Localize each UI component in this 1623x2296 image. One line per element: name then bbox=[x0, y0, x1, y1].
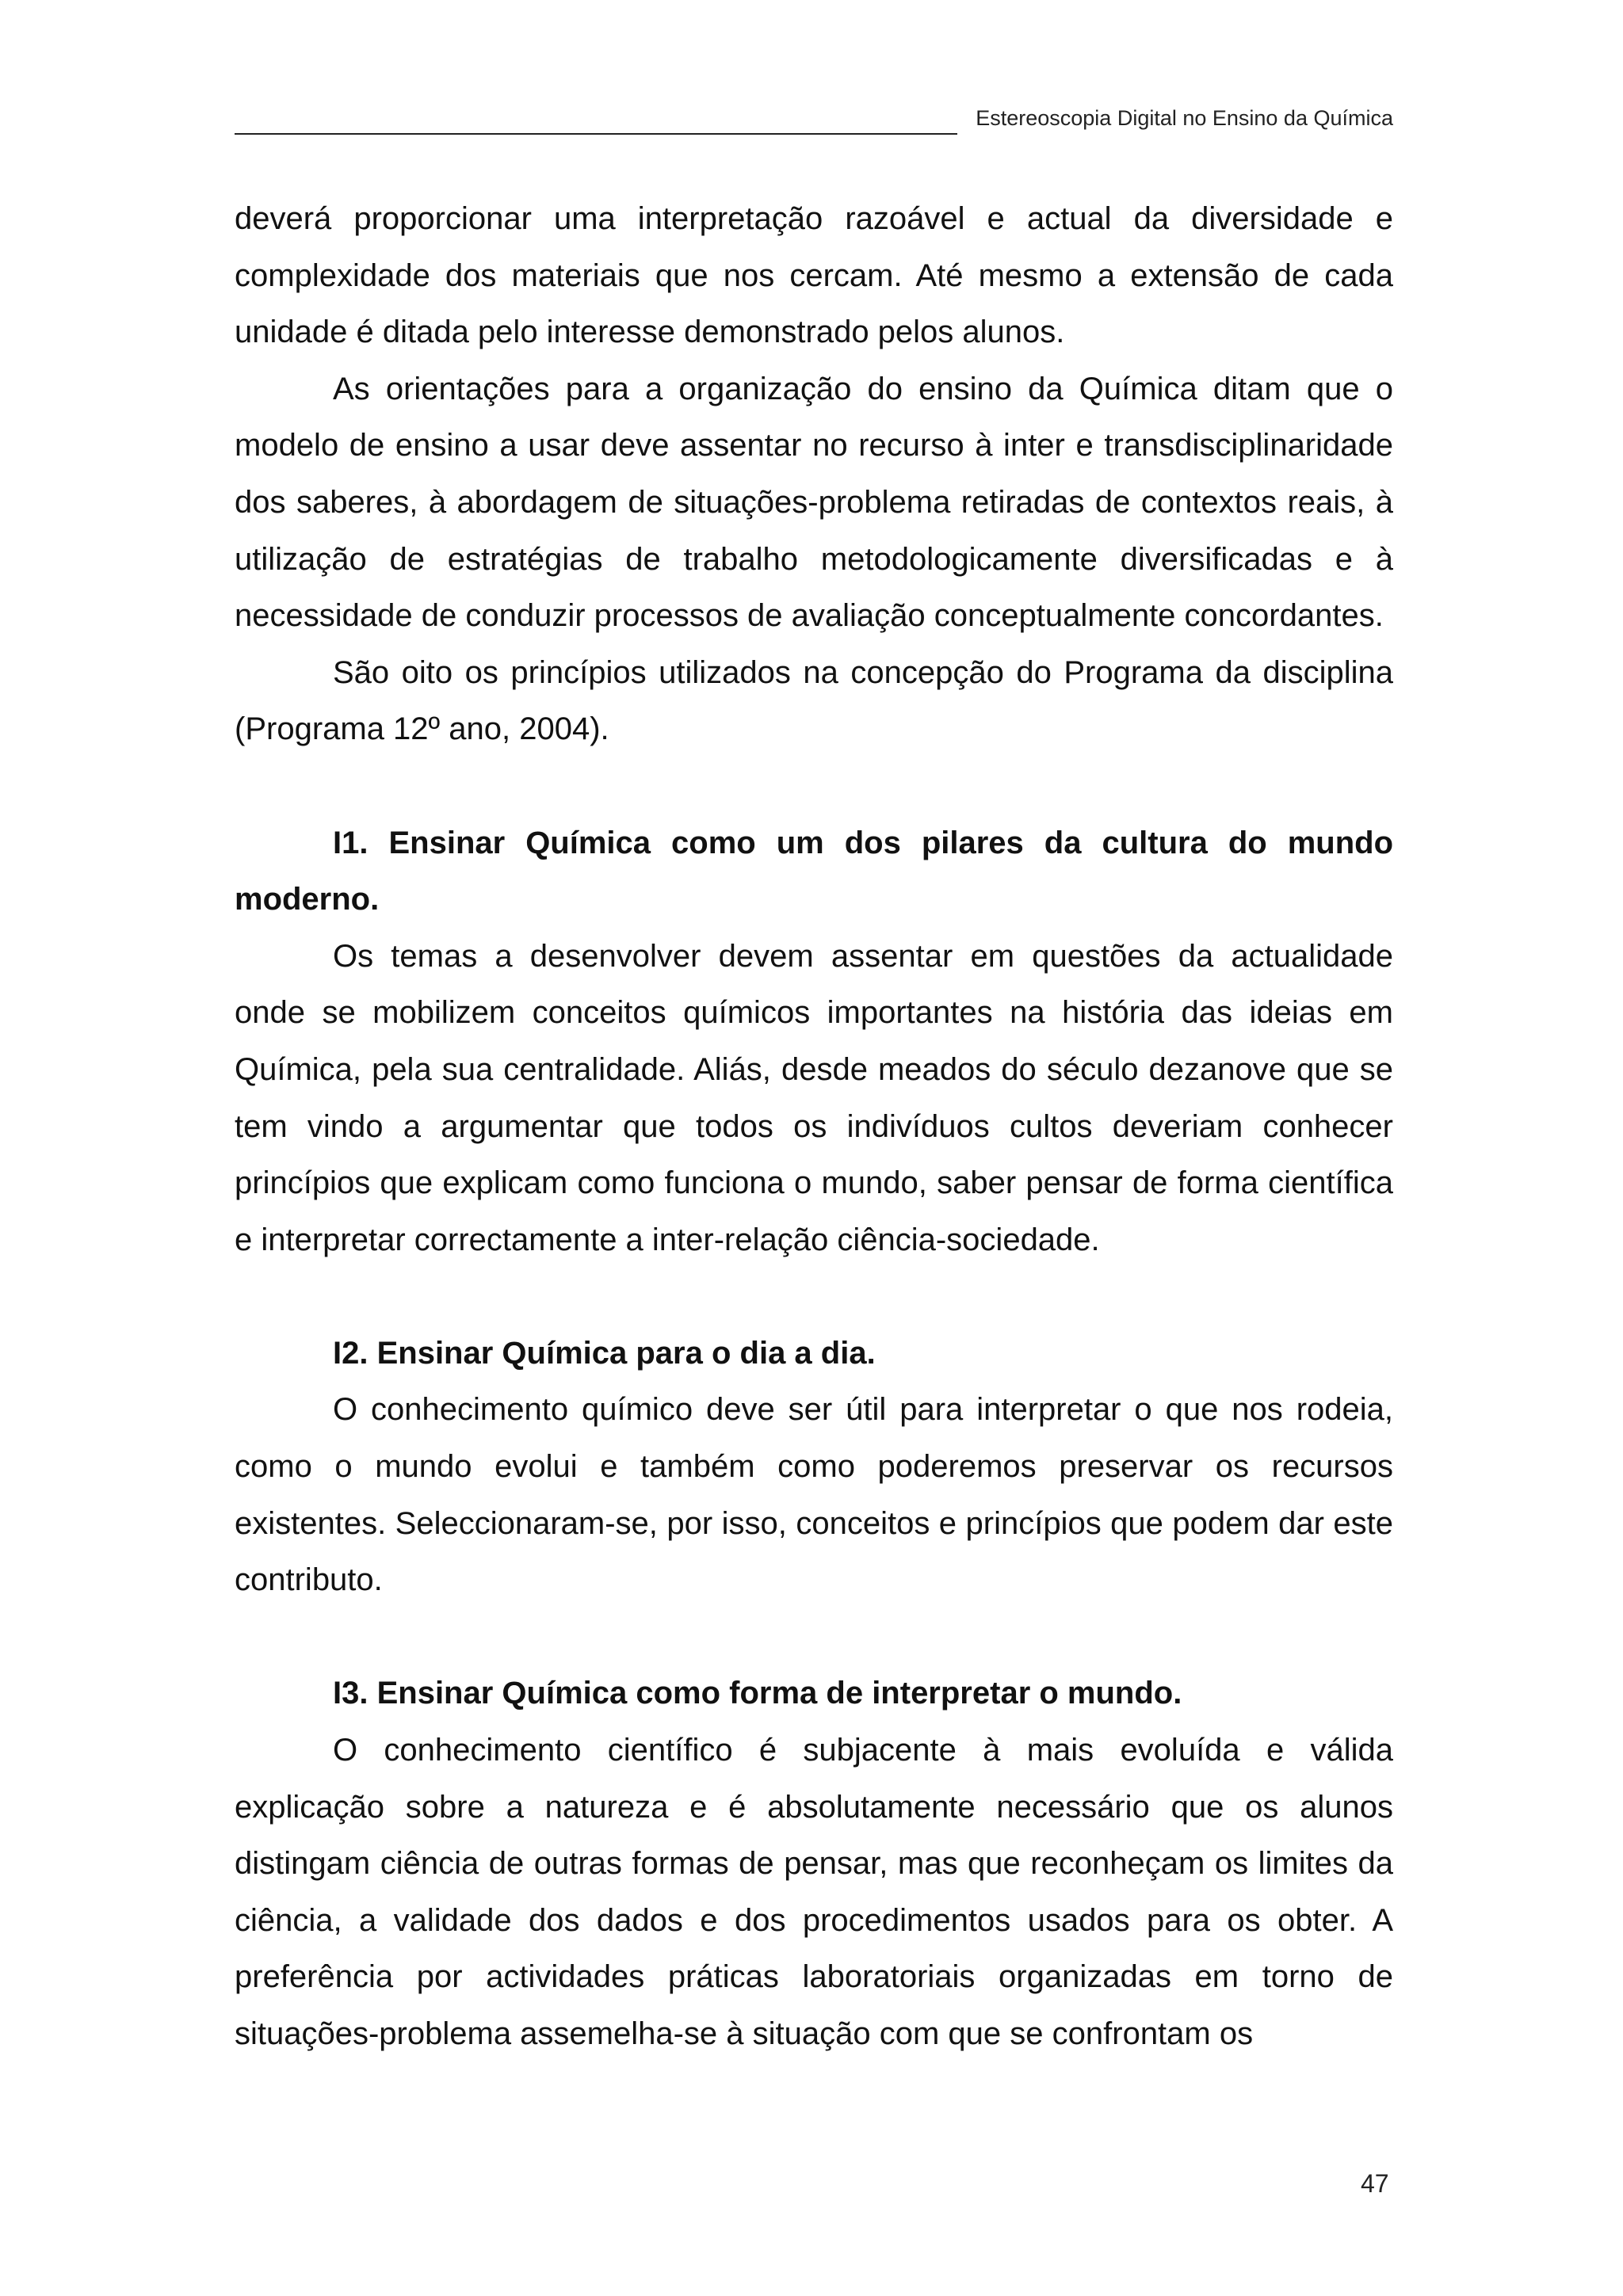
paragraph-principles-intro: São oito os princípios utilizados na concepção do Programa da disciplina (Programa 12º ano, 2004). bbox=[235, 654, 1393, 747]
paragraph-i1: Os temas a desenvolver devem assentar em questões da actualidade onde se mobilizem conceitos químicos importantes na história das ideias em Química, pela sua centralidade. Aliás, desde meados do século dezanove que se tem vindo a argumentar que todos os indivíduos cultos deveriam conhecer princípios que explicam como funciona o mundo, saber pensar de forma científica e interpretar correctamente a inter-relação ciência-sociedade. bbox=[235, 938, 1393, 1257]
paragraph-continuation: deverá proporcionar uma interpretação razoável e actual da diversidade e complexidade dos materiais que nos cercam. Até mesmo a extensão de cada unidade é ditada pelo interesse demonstrado pelos alunos. bbox=[235, 201, 1393, 350]
section-gap bbox=[235, 1609, 1393, 1666]
paragraph-i3: O conhecimento científico é subjacente à mais evoluída e válida explicação sobre a natureza e é absolutamente necessário que os alunos distingam ciência de outras formas de pensar, mas que reconheçam os limites da ciência, a validade dos dados e dos procedimentos usados para os obter. A preferência por actividades práticas laboratoriais organizadas em torno de situações-problema assemelha-se à situação com que se confrontam os bbox=[235, 1733, 1393, 2051]
section-gap bbox=[235, 1268, 1393, 1325]
paragraph-i2: O conhecimento químico deve ser útil para interpretar o que nos rodeia, como o mundo evolui e também como poderemos preservar os recursos existentes. Seleccionaram-se, por isso, conceitos e princípios que podem dar este contributo. bbox=[235, 1392, 1393, 1598]
body-text bbox=[235, 191, 1393, 2063]
page-number: 47 bbox=[1361, 2169, 1389, 2198]
section-gap bbox=[235, 758, 1393, 815]
section-heading-i2: I2. Ensinar Química para o dia a dia. bbox=[333, 1335, 876, 1371]
running-title: Estereoscopia Digital no Ensino da Química bbox=[976, 106, 1393, 130]
paragraph-orientations: As orientações para a organização do ensino da Química ditam que o modelo de ensino a usar deve assentar no recurso à inter e transdisciplinaridade dos saberes, à abordagem de situações-problema retiradas de contextos reais, à utilização de estratégias de trabalho metodologicamente diversificadas e à necessidade de conduzir processos de avaliação conceptualmente concordantes. bbox=[235, 371, 1393, 634]
header-rule bbox=[235, 133, 957, 135]
section-heading-i3: I3. Ensinar Química como forma de interpretar o mundo. bbox=[333, 1676, 1182, 1711]
section-heading-i1: I1. Ensinar Química como um dos pilares da cultura do mundo moderno. bbox=[235, 825, 1393, 917]
running-header bbox=[235, 103, 1393, 135]
